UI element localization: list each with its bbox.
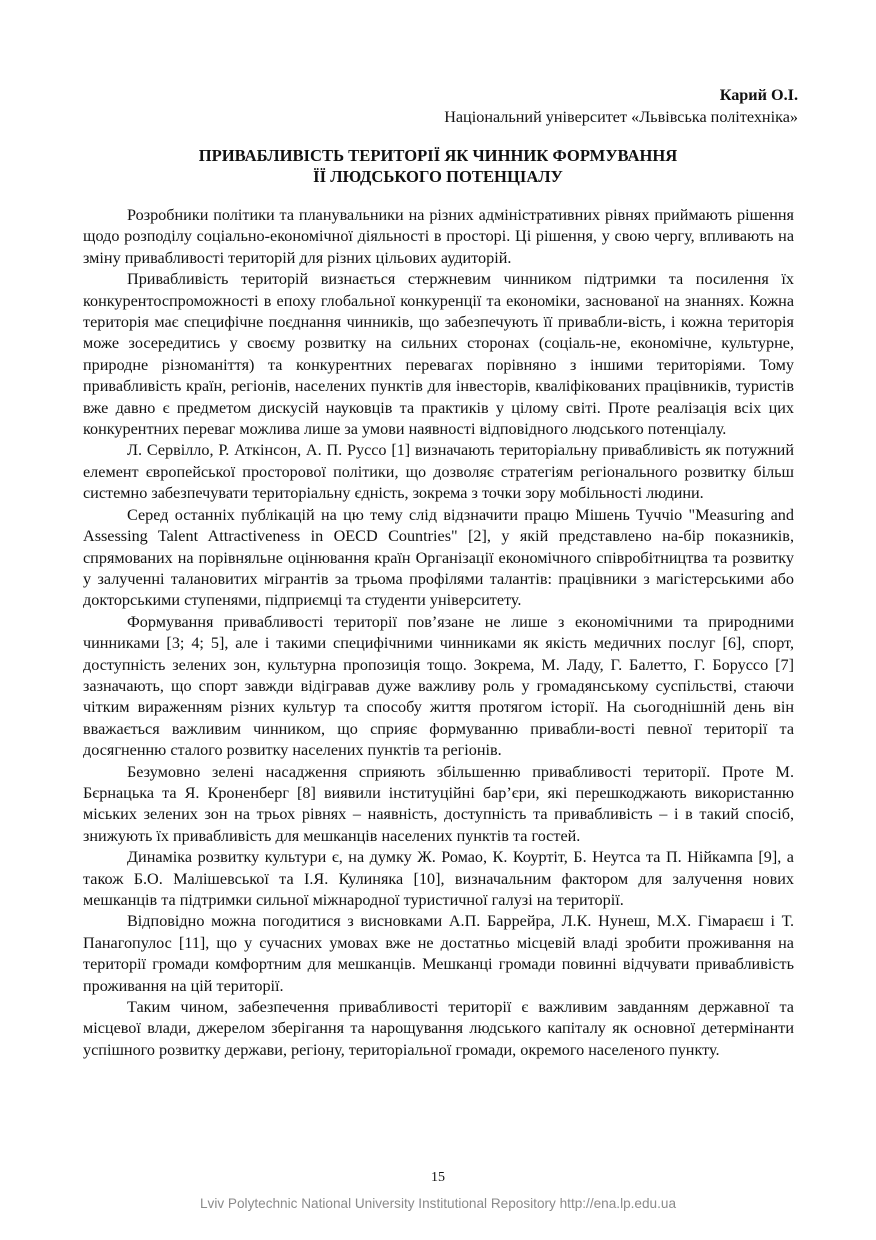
body-paragraph: Таким чином, забезпечення привабливості території є важливим завданням державної та місцевої влади, джерелом зберігання та нарощування людського капіталу як основної детермінанти успішного розвитку держави, регіону, територіальної громади, окремого населеного пункту. [83,998,794,1059]
author-affiliation: Національний університет «Львівська політехніка» [444,108,798,126]
page-number: 15 [431,1170,445,1185]
body-paragraph: Розробники політики та планувальники на різних адміністративних рівнях приймають рішення щодо розподілу соціально-економічної діяльності в просторі. Ці рішення, у свою чергу, впливають на зміну привабливості територій для різних цільових аудиторій. [83,206,794,267]
body-paragraph: Відповідно можна погодитися з висновками А.П. Баррейра, Л.К. Нунеш, М.Х. Гімараєш і Т. Панагопулос [11], що у сучасних умовах вже не достатньо місцевій владі зробити проживання на території громади комфортним для мешканців. Мешканці громади повинні відчувати привабливість проживання на цій території. [83,912,794,995]
body-paragraph: Л. Сервілло, Р. Аткінсон, А. П. Руссо [1] визначають територіальну привабливість як потужний елемент європейської просторової політики, що дозволяє стратегіям регіонального розвитку більш системно забезпечувати територіальну єдність, зокрема з точки зору мобільності людини. [83,441,794,503]
repository-footer: Lviv Polytechnic National University Institutional Repository http://ena.lp.edu.ua [199,1196,677,1211]
paper-title [82,145,794,187]
body-paragraph: Динаміка розвитку культури є, на думку Ж. Ромао, К. Коуртіт, Б. Неутса та П. Нійкампа [9], а також Б.О. Малішевської та І.Я. Кулиняка [10], визначальним фактором для залучення нових мешканців та підтримки сильної міжнародної туристичної галузі на території. [83,848,794,909]
author-block [444,84,798,128]
paper-title-line-1: ПРИВАБЛИВІСТЬ ТЕРИТОРІЇ ЯК ЧИННИК ФОРМУВАННЯ [198,146,678,165]
paper-title-line-2: ЇЇ ЛЮДСЬКОГО ПОТЕНЦІАЛУ [313,167,563,186]
body-paragraph: Безумовно зелені насадження сприяють збільшенню привабливості території. Проте М. Бєрнацька та Я. Кроненберг [8] виявили інституційні бар’єри, які перешкоджають використанню міських зелених зон на трьох рівнях – наявність, доступність та привабливість – і в такий спосіб, знижують їх привабливість для мешканців населених пунктів та гостей. [83,762,794,845]
body-paragraph: Серед останніх публікацій на цю тему слід відзначити працю Мішень Туччіо "Measuring and Assessing Talent Attractiveness in OECD Countries" [2], у якій представлено на-бір показників, спрямованих на порівняльне оцінювання країн Організації економічного співробітництва та розвитку у залученні талановитих мігрантів за трьома профілями талантів: працівники з магістерськими або докторськими ступенями, підприємці та студенти університету. [83,505,794,610]
paper-body [83,205,794,1061]
body-paragraph: Привабливість територій визнається стержневим чинником підтримки та посилення їх конкурентоспроможності в епоху глобальної конкуренції та економіки, заснованої на знаннях. Кожна територія має специфічне поєднання чинників, що забезпечують її привабли-вість, і кожна територія може зосередитись у своєму розвитку на сильних сторонах (соціаль-не, економічне, культурне, природне різноманіття) та конкурентних перевагах порівняно з іншими територіями. Тому привабливість країн, регіонів, населених пунктів для інвесторів, кваліфікованих працівників, туристів вже давно є предметом дискусій науковців та практиків у цілому світі. Проте реалізація всіх цих конкурентних переваг можлива лише за умови наявності відповідного людського потенціалу. [83,270,794,439]
body-paragraph: Формування привабливості території пов’язане не лише з економічними та природними чинниками [3; 4; 5], але і такими специфічними чинниками як якість медичних послуг [6], спорт, доступність зелених зон, культурна пропозиція тощо. Зокрема, М. Ладу, Г. Балетто, Г. Боруссо [7] зазначають, що спорт завжди відігравав дуже важливу роль у громадянському суспільстві, стаючи чітким вираженням різних культур та способу життя протягом історії. На сьогоднішній день він вважається важливим чинником, що сприяє формуванню привабли-вості певної території та досягненню сталого розвитку населених пунктів та регіонів. [83,612,794,760]
author-name: Карий О.І. [719,86,798,104]
